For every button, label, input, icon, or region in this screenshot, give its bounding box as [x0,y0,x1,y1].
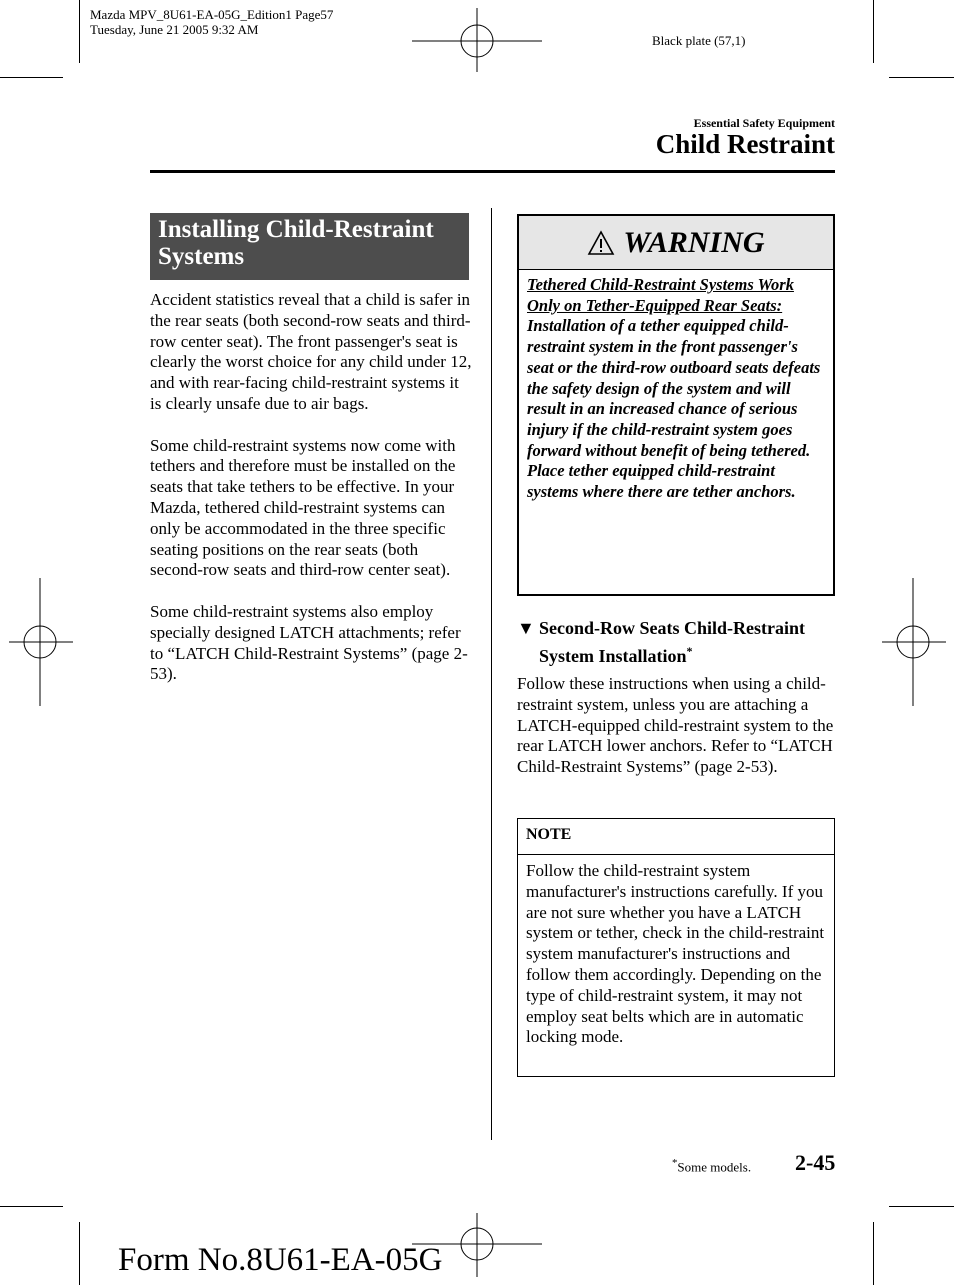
warning-box [517,214,835,596]
crop-mark-top-right-v [873,0,874,63]
warning-text-2: Place tether equipped child-restraint systems where there are tether anchors. [527,461,796,502]
warning-underlined-heading: Tethered Child-Restraint Systems Work Only on Tether-Equipped Rear Seats: [527,275,794,315]
crop-mark-top-right-h [889,77,954,78]
paragraph-tethers: Some child-restraint systems now come with tethers and therefore must be installed on the seats that take tethers to be effective. In your Mazda, tethered child-restraint systems can only be accommodated in the three specific seating positions on the rear seats (both second-row seats and third-row center seat). [150,435,456,580]
print-slug [90,7,333,37]
warning-text-1: Installation of a tether equipped child-restraint system in the front passenger's seat or the third-row outboard seats defeats the safety design of the system and will result in an increased chance of serious injury if the child-restraint system goes forward without benefit of being tethered. [527,316,821,460]
footnote [672,1157,751,1175]
column-divider [491,208,492,1140]
subheading-text: Second-Row Seats Child-Restraint System Installation [539,618,806,666]
asterisk-icon: * [686,644,693,658]
crop-mark-bottom-right-h [889,1206,954,1207]
slug-line-1: Mazda MPV_8U61-EA-05G_Edition1 Page57 [90,7,334,22]
footnote-asterisk-icon: * [672,1157,678,1169]
crop-mark-bottom-left-h [0,1206,63,1207]
crop-mark-top-left-h [0,77,63,78]
note-box [517,818,835,1077]
registration-mark-top-icon [412,8,542,72]
warning-triangle-icon [587,230,615,256]
registration-mark-right-icon [882,578,946,706]
section-category: Essential Safety Equipment [693,116,835,130]
section-title: Child Restraint [655,129,835,159]
down-triangle-icon: ▼ [517,618,535,638]
heading-line-2: Systems [158,243,245,270]
page-number: 2-45 [795,1150,836,1175]
black-plate-label: Black plate (57,1) [652,33,746,48]
note-label: NOTE [518,819,834,855]
slug-line-2: Tuesday, June 21 2005 9:32 AM [90,22,259,37]
header-rule [150,170,835,173]
warning-body [519,270,833,508]
second-row-subheading [517,617,837,668]
warning-title: WARNING [623,225,765,259]
paragraph-accident-statistics: Accident statistics reveal that a child is safer in the rear seats (both second-row seats and third-row center seat). The front passenger's seat is clearly the worst choice for any child under 12, and with rear-facing child-restraint systems it is clearly unsafe due to air bags. [150,290,472,413]
crop-mark-bottom-right-v [873,1222,874,1285]
footnote-text: Some models. [677,1159,752,1175]
form-number: Form No.8U61-EA-05G [118,1242,443,1278]
crop-mark-top-left-v [79,0,80,63]
paragraph-instructions: Follow these instructions when using a child-restraint system, unless you are attaching a LATCH-equipped child-restraint system to the rear LATCH lower anchors. Refer to “LATCH Child-Restraint Systems” (page 2-53). [517,674,834,777]
left-column-text [150,290,472,706]
paragraph-latch: Some child-restraint systems also employ specially designed LATCH attachments; refer to “LATCH Child-Restraint Systems” (page 2-53). [150,601,468,684]
registration-mark-left-icon [9,578,73,706]
warning-header [519,216,833,270]
crop-mark-bottom-left-v [79,1222,80,1285]
note-text: Follow the child-restraint system manufacturer's instructions carefully. If you are not sure whether you have a LATCH system or tether, check in the child-restraint system manufacturer's instructions and follow them accordingly. Depending on the type of child-restraint system, it may not employ seat belts which are in automatic locking mode. [526,861,825,1047]
heading-line-1: Installing Child-Restraint [158,216,434,243]
installing-heading [150,213,469,280]
